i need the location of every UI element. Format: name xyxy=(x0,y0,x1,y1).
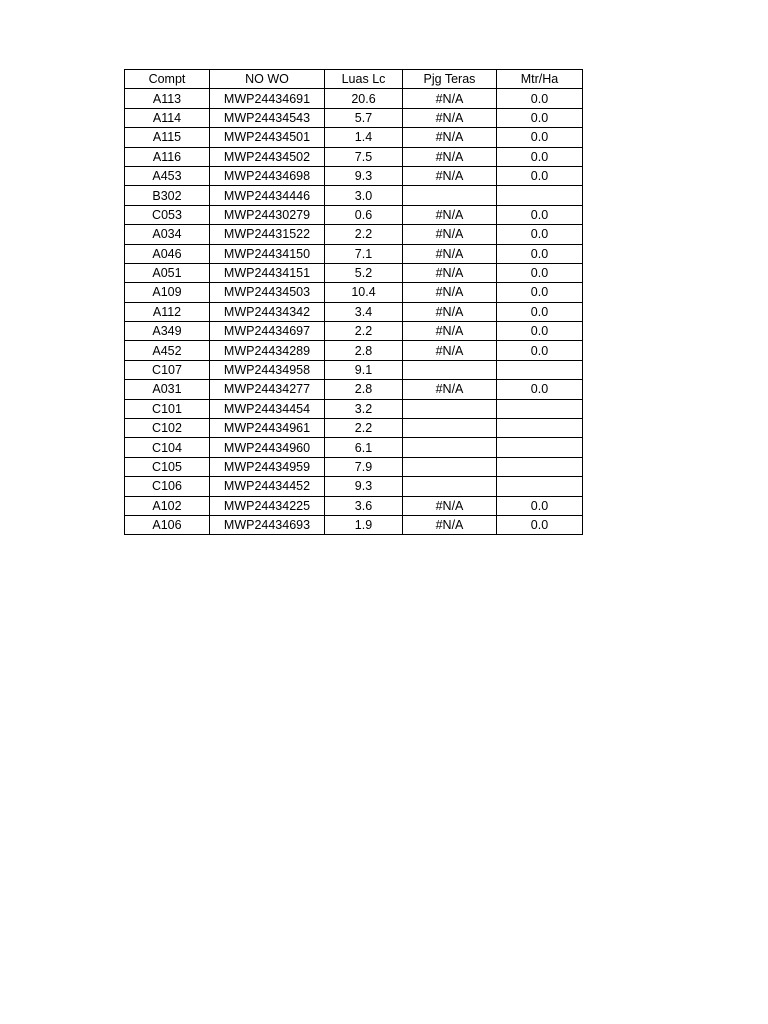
cell-compt: B302 xyxy=(125,186,210,205)
cell-no-wo: MWP24434691 xyxy=(210,89,325,108)
cell-no-wo: MWP24434698 xyxy=(210,166,325,185)
cell-pjg-teras: #N/A xyxy=(403,108,497,127)
cell-mtr-ha: 0.0 xyxy=(497,244,583,263)
cell-mtr-ha: 0.0 xyxy=(497,205,583,224)
cell-mtr-ha: 0.0 xyxy=(497,147,583,166)
table-row xyxy=(125,380,583,399)
cell-pjg-teras xyxy=(403,419,497,438)
cell-mtr-ha: 0.0 xyxy=(497,322,583,341)
cell-no-wo: MWP24431522 xyxy=(210,225,325,244)
table-row xyxy=(125,302,583,321)
cell-compt: A452 xyxy=(125,341,210,360)
cell-mtr-ha: 0.0 xyxy=(497,283,583,302)
cell-mtr-ha: 0.0 xyxy=(497,341,583,360)
cell-pjg-teras: #N/A xyxy=(403,341,497,360)
table-row xyxy=(125,244,583,263)
cell-luas-lc: 2.8 xyxy=(325,341,403,360)
cell-pjg-teras xyxy=(403,457,497,476)
cell-pjg-teras: #N/A xyxy=(403,89,497,108)
cell-compt: A116 xyxy=(125,147,210,166)
table-row xyxy=(125,496,583,515)
table-row xyxy=(125,147,583,166)
cell-mtr-ha: 0.0 xyxy=(497,263,583,282)
cell-luas-lc: 7.9 xyxy=(325,457,403,476)
table-row xyxy=(125,89,583,108)
cell-compt: A106 xyxy=(125,515,210,534)
table-row xyxy=(125,166,583,185)
cell-luas-lc: 9.3 xyxy=(325,166,403,185)
cell-luas-lc: 20.6 xyxy=(325,89,403,108)
cell-mtr-ha: 0.0 xyxy=(497,166,583,185)
table-row xyxy=(125,263,583,282)
cell-pjg-teras: #N/A xyxy=(403,380,497,399)
cell-luas-lc: 10.4 xyxy=(325,283,403,302)
table-row xyxy=(125,108,583,127)
cell-pjg-teras: #N/A xyxy=(403,515,497,534)
cell-luas-lc: 0.6 xyxy=(325,205,403,224)
cell-pjg-teras: #N/A xyxy=(403,166,497,185)
cell-no-wo: MWP24434501 xyxy=(210,128,325,147)
table-row xyxy=(125,205,583,224)
cell-mtr-ha xyxy=(497,457,583,476)
cell-no-wo: MWP24434697 xyxy=(210,322,325,341)
cell-no-wo: MWP24434960 xyxy=(210,438,325,457)
cell-luas-lc: 3.6 xyxy=(325,496,403,515)
header-compt: Compt xyxy=(125,70,210,89)
cell-pjg-teras: #N/A xyxy=(403,283,497,302)
table-row xyxy=(125,322,583,341)
cell-mtr-ha xyxy=(497,360,583,379)
cell-luas-lc: 6.1 xyxy=(325,438,403,457)
cell-mtr-ha: 0.0 xyxy=(497,225,583,244)
cell-compt: C107 xyxy=(125,360,210,379)
table-row xyxy=(125,457,583,476)
header-luas-lc: Luas Lc xyxy=(325,70,403,89)
cell-luas-lc: 1.4 xyxy=(325,128,403,147)
cell-compt: C053 xyxy=(125,205,210,224)
cell-luas-lc: 3.4 xyxy=(325,302,403,321)
cell-pjg-teras xyxy=(403,360,497,379)
cell-pjg-teras: #N/A xyxy=(403,147,497,166)
cell-luas-lc: 5.2 xyxy=(325,263,403,282)
cell-mtr-ha xyxy=(497,438,583,457)
cell-no-wo: MWP24434961 xyxy=(210,419,325,438)
cell-pjg-teras xyxy=(403,477,497,496)
table-row xyxy=(125,419,583,438)
cell-no-wo: MWP24434454 xyxy=(210,399,325,418)
cell-no-wo: MWP24434342 xyxy=(210,302,325,321)
cell-no-wo: MWP24434289 xyxy=(210,341,325,360)
cell-luas-lc: 2.8 xyxy=(325,380,403,399)
cell-luas-lc: 7.1 xyxy=(325,244,403,263)
table-row xyxy=(125,186,583,205)
cell-mtr-ha: 0.0 xyxy=(497,515,583,534)
cell-compt: A113 xyxy=(125,89,210,108)
table-row xyxy=(125,360,583,379)
cell-compt: C106 xyxy=(125,477,210,496)
cell-compt: A109 xyxy=(125,283,210,302)
cell-luas-lc: 5.7 xyxy=(325,108,403,127)
table-row xyxy=(125,225,583,244)
table-row xyxy=(125,128,583,147)
cell-mtr-ha: 0.0 xyxy=(497,496,583,515)
cell-pjg-teras: #N/A xyxy=(403,322,497,341)
cell-mtr-ha: 0.0 xyxy=(497,89,583,108)
cell-pjg-teras: #N/A xyxy=(403,244,497,263)
cell-compt: A046 xyxy=(125,244,210,263)
cell-compt: A453 xyxy=(125,166,210,185)
cell-no-wo: MWP24434452 xyxy=(210,477,325,496)
header-row xyxy=(125,70,583,89)
cell-mtr-ha xyxy=(497,419,583,438)
cell-pjg-teras: #N/A xyxy=(403,496,497,515)
cell-no-wo: MWP24434693 xyxy=(210,515,325,534)
cell-compt: C102 xyxy=(125,419,210,438)
cell-compt: A034 xyxy=(125,225,210,244)
cell-mtr-ha: 0.0 xyxy=(497,380,583,399)
cell-mtr-ha: 0.0 xyxy=(497,302,583,321)
table-row xyxy=(125,341,583,360)
cell-pjg-teras xyxy=(403,399,497,418)
cell-pjg-teras: #N/A xyxy=(403,205,497,224)
cell-no-wo: MWP24434277 xyxy=(210,380,325,399)
cell-luas-lc: 2.2 xyxy=(325,322,403,341)
cell-compt: C104 xyxy=(125,438,210,457)
cell-no-wo: MWP24434225 xyxy=(210,496,325,515)
cell-pjg-teras: #N/A xyxy=(403,302,497,321)
cell-no-wo: MWP24430279 xyxy=(210,205,325,224)
cell-no-wo: MWP24434446 xyxy=(210,186,325,205)
cell-compt: A114 xyxy=(125,108,210,127)
cell-pjg-teras: #N/A xyxy=(403,263,497,282)
cell-mtr-ha: 0.0 xyxy=(497,108,583,127)
cell-pjg-teras xyxy=(403,438,497,457)
cell-pjg-teras: #N/A xyxy=(403,128,497,147)
header-mtr-ha: Mtr/Ha xyxy=(497,70,583,89)
table-row xyxy=(125,477,583,496)
cell-no-wo: MWP24434543 xyxy=(210,108,325,127)
cell-compt: A115 xyxy=(125,128,210,147)
cell-mtr-ha xyxy=(497,399,583,418)
header-pjg-teras: Pjg Teras xyxy=(403,70,497,89)
cell-luas-lc: 7.5 xyxy=(325,147,403,166)
cell-compt: C105 xyxy=(125,457,210,476)
cell-luas-lc: 2.2 xyxy=(325,419,403,438)
cell-compt: A051 xyxy=(125,263,210,282)
data-table xyxy=(124,69,583,535)
cell-no-wo: MWP24434150 xyxy=(210,244,325,263)
cell-pjg-teras xyxy=(403,186,497,205)
table-row xyxy=(125,283,583,302)
cell-no-wo: MWP24434958 xyxy=(210,360,325,379)
table-row xyxy=(125,399,583,418)
cell-mtr-ha: 0.0 xyxy=(497,128,583,147)
cell-luas-lc: 2.2 xyxy=(325,225,403,244)
cell-compt: A112 xyxy=(125,302,210,321)
cell-luas-lc: 3.2 xyxy=(325,399,403,418)
cell-luas-lc: 3.0 xyxy=(325,186,403,205)
cell-no-wo: MWP24434151 xyxy=(210,263,325,282)
cell-luas-lc: 9.1 xyxy=(325,360,403,379)
cell-no-wo: MWP24434959 xyxy=(210,457,325,476)
cell-no-wo: MWP24434502 xyxy=(210,147,325,166)
cell-no-wo: MWP24434503 xyxy=(210,283,325,302)
cell-luas-lc: 1.9 xyxy=(325,515,403,534)
table-row xyxy=(125,515,583,534)
cell-compt: A031 xyxy=(125,380,210,399)
header-no-wo: NO WO xyxy=(210,70,325,89)
table-body xyxy=(125,89,583,535)
cell-compt: A349 xyxy=(125,322,210,341)
cell-pjg-teras: #N/A xyxy=(403,225,497,244)
cell-luas-lc: 9.3 xyxy=(325,477,403,496)
cell-mtr-ha xyxy=(497,477,583,496)
cell-compt: C101 xyxy=(125,399,210,418)
table-row xyxy=(125,438,583,457)
cell-mtr-ha xyxy=(497,186,583,205)
cell-compt: A102 xyxy=(125,496,210,515)
